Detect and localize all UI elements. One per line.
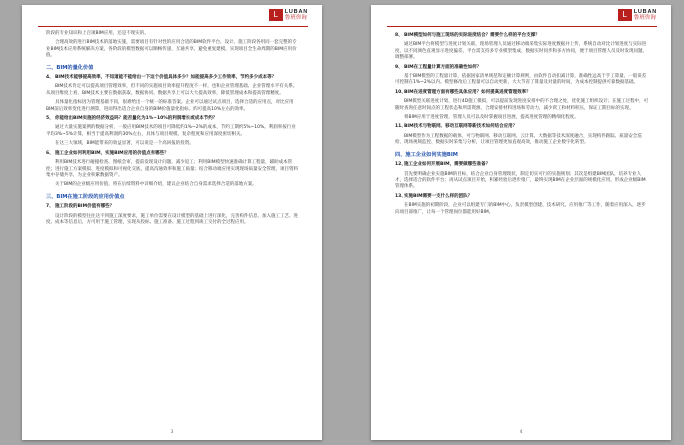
question-heading: [46, 75, 300, 81]
logo-text-cn: 鲁班咨询: [284, 15, 307, 21]
luban-logo: [618, 9, 657, 21]
question-heading: [395, 162, 649, 168]
logo-text-cn: 鲁班咨询: [633, 15, 656, 21]
question-text: BIM技术能够提高效率，不知道能不能给出一下这个价值具体多少？如能提高多少工作效率，节约多少成本等？: [55, 75, 277, 81]
question-text: BIM在工程量计算方面的准确性如何？: [404, 64, 482, 70]
question-heading: [395, 90, 649, 96]
question-heading: [395, 124, 649, 130]
question-number: 8、: [395, 33, 403, 38]
question-number: 11、: [395, 124, 406, 130]
question-number: 6、: [46, 150, 54, 156]
paragraph: 在这三大领域，BIM能带来的效益显著，可以说是一个高回报的投资。: [55, 141, 194, 147]
question-text: 实施BIM需要一支什么样的团队？: [404, 193, 473, 199]
question-heading: [395, 194, 649, 200]
paragraph: 通过大量实施案例的数据分析，一般应用BIM技术的项目可降低约1%~2%的成本，节约工期约5%~10%。利润率按行业平均3%~5%计算，相当于提高利润约30%左右，具体与项目规模、复杂程度和应用深度密切相关。: [46, 125, 296, 137]
question-heading: [46, 116, 300, 122]
paragraph: 将BIM应用于进度管理，管理人员可以及时掌握项目进展，提高进度管理的精细化程度。: [404, 115, 579, 121]
question-number: 10、: [395, 89, 406, 95]
paragraph: 利用BIM技术进行碰撞检查、图纸会审，提前发现设计问题，减少返工；利用BIM模型快速准确计算工程量，辅助成本管控；进行施工方案模拟、进度模拟和可视化交底，提高沟通效率和施工质量；结合移动端应用实现现场质量安全管理，项目资料集中存储共享，为企业积累数据资产。: [46, 160, 298, 178]
paragraph: 合理高效的进行BIM技术的落地实施，需要项目有针对性的应用合适的BIM软件平台，设计、施工阶段各用同一套完整的专业BIM技术应用系统解决方案，各阶段的模型数据可以顺畅传递、互通共享，避免重复建模，实现项目全生命周期的BIM应用价值。: [46, 40, 297, 59]
page-number: 4: [519, 430, 523, 435]
logo-mark-icon: L: [618, 9, 632, 21]
question-number: 4、: [46, 75, 54, 81]
page-content: [395, 31, 649, 219]
document-page-right: [371, 5, 671, 440]
paragraph: 在BIM实施的初期阶段，企业可以组建专门的BIM中心，负责模型创建、技术研究、应用推广等工作，随着应用深入，逐步向项目部推广，让每一个管理岗位都能用好BIM。: [395, 203, 646, 215]
question-text: 你能给出BIM实施的经济效益吗？能否量化为1%~10%的利润增长或成本节约？: [55, 116, 218, 122]
question-number: 9、: [395, 64, 403, 70]
document-page-left: [22, 5, 322, 440]
paragraph: BIM模型关联进度计划，进行4D施工模拟，可以提前发现进度安排中的不合理之处，优化施工组织设计；在施工过程中，可随时查询任意时间点的工程状态和所需资源，合理安排材料进场和劳动力，减少窝工和材料积压，保证工期目标的实现。: [395, 99, 649, 111]
question-heading: [395, 65, 649, 71]
paragraph: 阶段的专业知识和上百项BIM应用，还是不现实的。: [46, 31, 149, 36]
paragraph: BIM技术肯定可以提高项目管理效率，但不同的实施项目效率提升程度不一样，也和企业管理基础、企业管理水平有关系。从项目维度上看，BIM技术主要在数据获取、数据协同、数据共享上可以大大提高效率，降低管理成本和提高管理精度。: [46, 84, 298, 96]
question-heading: [46, 204, 300, 210]
paragraph: 通过BIM平台将模型与进度计划关联，现场管理人员通过移动端采集实际进度数据并上传，系统自动对比计划进度与实际进度，以不同颜色直观显示进度偏差。平台需支持多专业模型集成、数据实时同步和多方协同，便于项目管理人员及时发现问题、调整部署。: [395, 42, 647, 61]
page-number: 3: [170, 430, 174, 435]
logo-mark-icon: L: [269, 9, 283, 21]
page-content: [46, 31, 300, 229]
question-text: 施工企业如何利用BIM，实施BIM应用的价值点有哪些？: [55, 150, 169, 156]
question-text: 施工企业如何开展BIM，需要做哪些准备？: [404, 162, 491, 168]
question-text: BIM在进度管理方面有哪些具体应用？如何提高进度管理效率？: [404, 89, 531, 95]
logo-text-en: LUBAN: [633, 9, 657, 15]
paragraph: 基于BIM模型的工程量计算，依据国家清单规范和定额计算规则，由软件自动扣减计算，准确性远高于手工算量，一般误差可控制在1%~2%以内。模型修改后工程量可以自动更新，大大节省了算量及对量的时间，为成本控制提供可靠数据基础。: [395, 74, 647, 86]
question-heading: [395, 33, 649, 39]
section-heading: 四、施工企业如何实施BIM: [395, 151, 458, 158]
header-divider: [387, 26, 657, 27]
question-number: 7、: [46, 204, 54, 210]
section-heading: 二、BIM的量化价值: [46, 64, 94, 71]
paragraph: 关于BIM的企业级应用价值，将在后续资料中详细介绍，建议企业结合自身需求选择合适的落地方案。: [55, 182, 257, 188]
question-text: 施工阶段的BIM价值有哪些？: [55, 204, 115, 210]
paragraph: 设计阶段的模型往往达不到施工深度要求，施工单位需要在设计模型的基础上进行深化，完善构件信息，加入施工工艺、进度、成本等信息后，方可用于施工管理，实现从投标、施工准备、施工过程到竣工交付的全过程应用。: [46, 213, 298, 225]
question-number: 5、: [46, 116, 54, 122]
section-heading: 三、BIM在施工阶段的应用价值点: [46, 193, 125, 200]
header-divider: [38, 26, 308, 27]
question-text: BIM模型如何与施工现场的实际进度结合？需要什么样的平台支撑？: [404, 33, 540, 38]
paragraph: 首先要明确企业实施BIM的目标，结合企业自身管理现状，制定切实可行的实施规划；其次是组建BIM团队，培养专业人才，选择适合的软件平台；再从试点项目开始，积累经验后逐步推广，最终实现BIM在企业层面的规模化应用，形成企业级BIM管理体系。: [395, 171, 646, 190]
question-heading: [46, 151, 300, 157]
question-text: BIM技术与物联网、移动互联网等新技术如何结合应用？: [404, 124, 518, 130]
question-number: 13、: [395, 193, 406, 199]
paragraph: BIM模型作为工程数据的载体，可与物联网、移动互联网、云计算、大数据等技术深度融合，实现构件跟踪、质量安全巡检、现场视频监控、数据实时采集与分析，让项目管理更加直观高效，推动施工企业数字化转型。: [395, 133, 642, 146]
paragraph: 具体量化指标因为管理基础不同，很难给出一个统一的标准答案。企业可以通过试点项目，选择合适的应用点，对比应用BIM前后效率变化进行测算，进而得出适合企业自身的BIM价值量化指标，约可提高10%左右的效率。: [46, 100, 294, 112]
luban-logo: [269, 9, 308, 21]
logo-text-en: LUBAN: [284, 9, 308, 15]
question-number: 12、: [395, 162, 406, 168]
